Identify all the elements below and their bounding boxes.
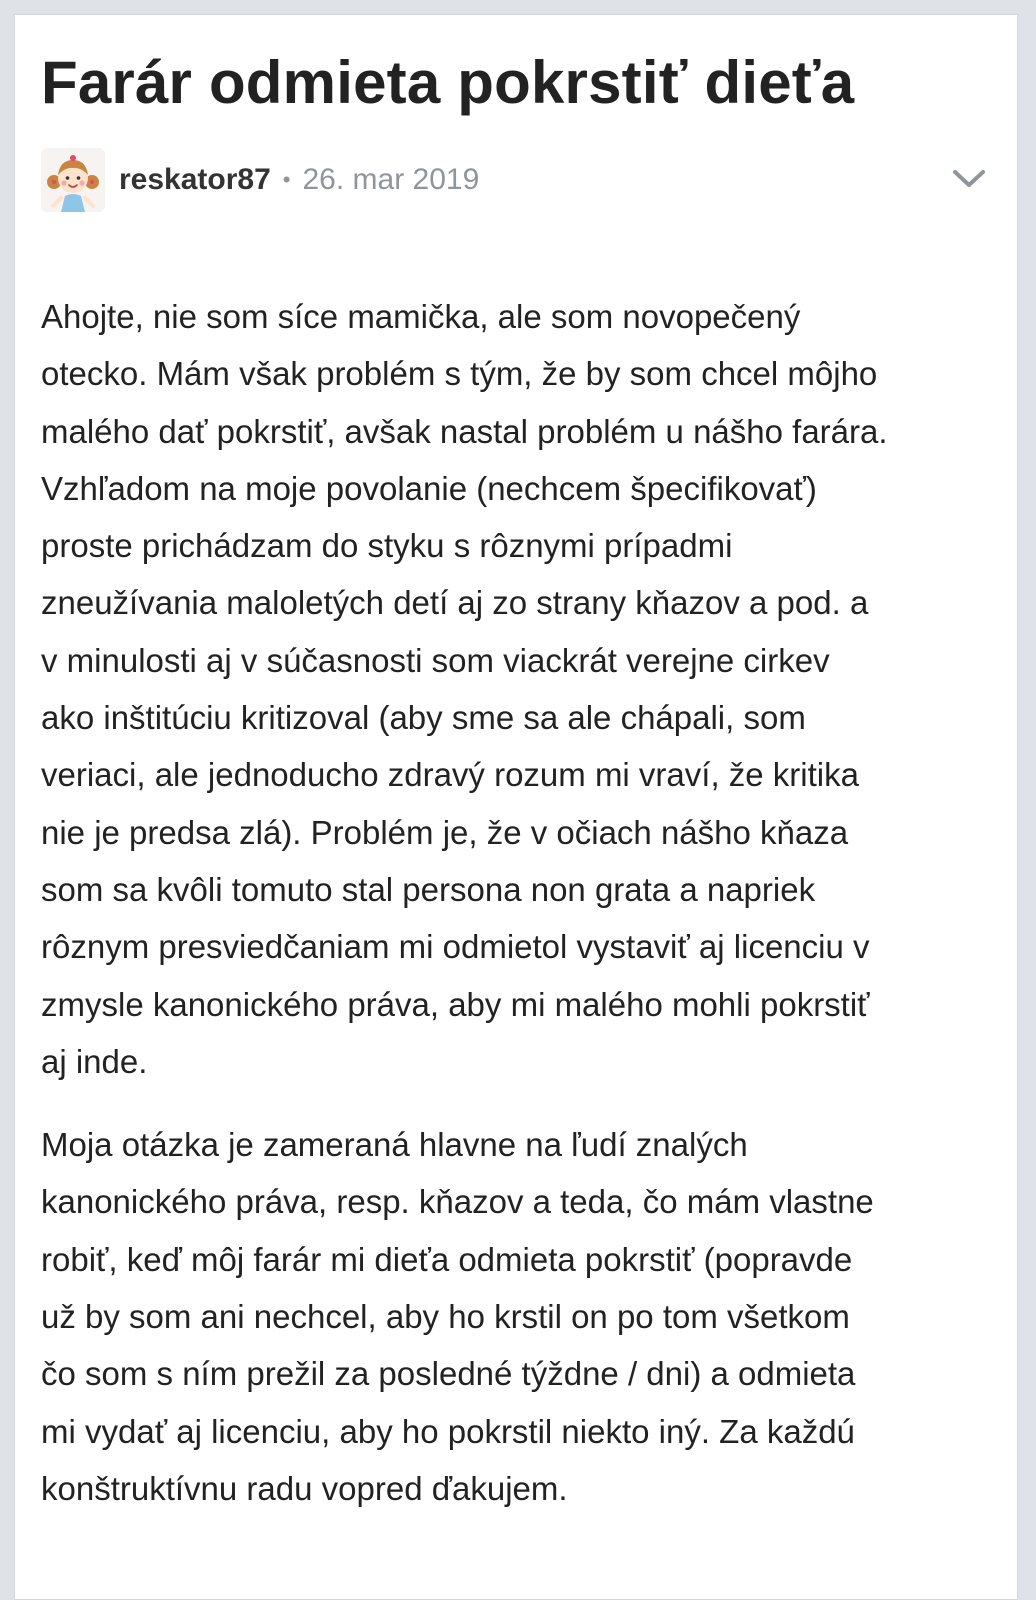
paragraph-line: som sa kvôli tomuto stal persona non grata a napriek (41, 870, 816, 908)
paragraph-line: čo som s ním prežil za posledné týždne / dni) a odmieta (41, 1355, 856, 1393)
paragraph-line: konštruktívnu radu vopred ďakujem. (41, 1469, 568, 1507)
paragraph-line: Vzhľadom na moje povolanie (nechcem špecifikovať) (41, 469, 817, 507)
avatar[interactable] (41, 148, 105, 212)
paragraph-line: mi vydať aj licenciu, aby ho pokrstil niekto iný. Za každú (41, 1412, 855, 1450)
paragraph-line: rôznym presviedčaniam mi odmietol vystaviť aj licenciu v (41, 928, 870, 966)
post-card (14, 14, 1018, 1600)
post-date: 26. mar 2019 (302, 163, 480, 196)
chevron-down-icon[interactable] (949, 163, 989, 195)
paragraph-line: zmysle kanonického práva, aby mi malého mohli pokrstiť (41, 985, 870, 1023)
paragraph-line: ako inštitúciu kritizoval (aby sme sa ale chápali, som (41, 699, 806, 737)
paragraph-line: kanonického práva, resp. kňazov a teda, čo mám vlastne (41, 1183, 874, 1221)
post-body (41, 288, 1001, 1543)
paragraph-line: proste prichádzam do styku s rôznymi prípadmi (41, 527, 733, 565)
post-meta (41, 147, 479, 213)
paragraph-line: robiť, keď môj farár mi dieťa odmieta pokrstiť (popravde (41, 1240, 853, 1278)
author-name[interactable]: reskator87 (119, 163, 271, 196)
paragraph-line: veriaci, ale jednoducho zdravý rozum mi vraví, že kritika (41, 756, 859, 794)
paragraph-line: už by som ani nechcel, aby ho krstil on po tom všetkom (41, 1298, 850, 1336)
paragraph-line: Moja otázka je zameraná hlavne na ľudí znalých (41, 1126, 748, 1164)
paragraph-line: zneužívania maloletých detí aj zo strany kňazov a pod. a (41, 584, 869, 622)
paragraph-line: Ahojte, nie som síce mamička, ale som novopečený (41, 298, 801, 335)
meta-separator: • (282, 167, 291, 192)
paragraph-line: malého dať pokrstiť, avšak nastal problém u nášho farára. (41, 412, 888, 450)
post-title: Farár odmieta pokrstiť dieťa (41, 49, 855, 116)
paragraph-line: otecko. Mám však problém s tým, že by som chcel môjho (41, 355, 878, 393)
paragraph-line: aj inde. (41, 1042, 148, 1080)
post-paragraph (41, 288, 1001, 1090)
post-paragraph (41, 1116, 1001, 1517)
paragraph-line: v minulosti aj v súčasnosti som viackrát verejne cirkev (41, 641, 830, 679)
paragraph-line: nie je predsa zlá). Problém je, že v očiach nášho kňaza (41, 813, 849, 851)
